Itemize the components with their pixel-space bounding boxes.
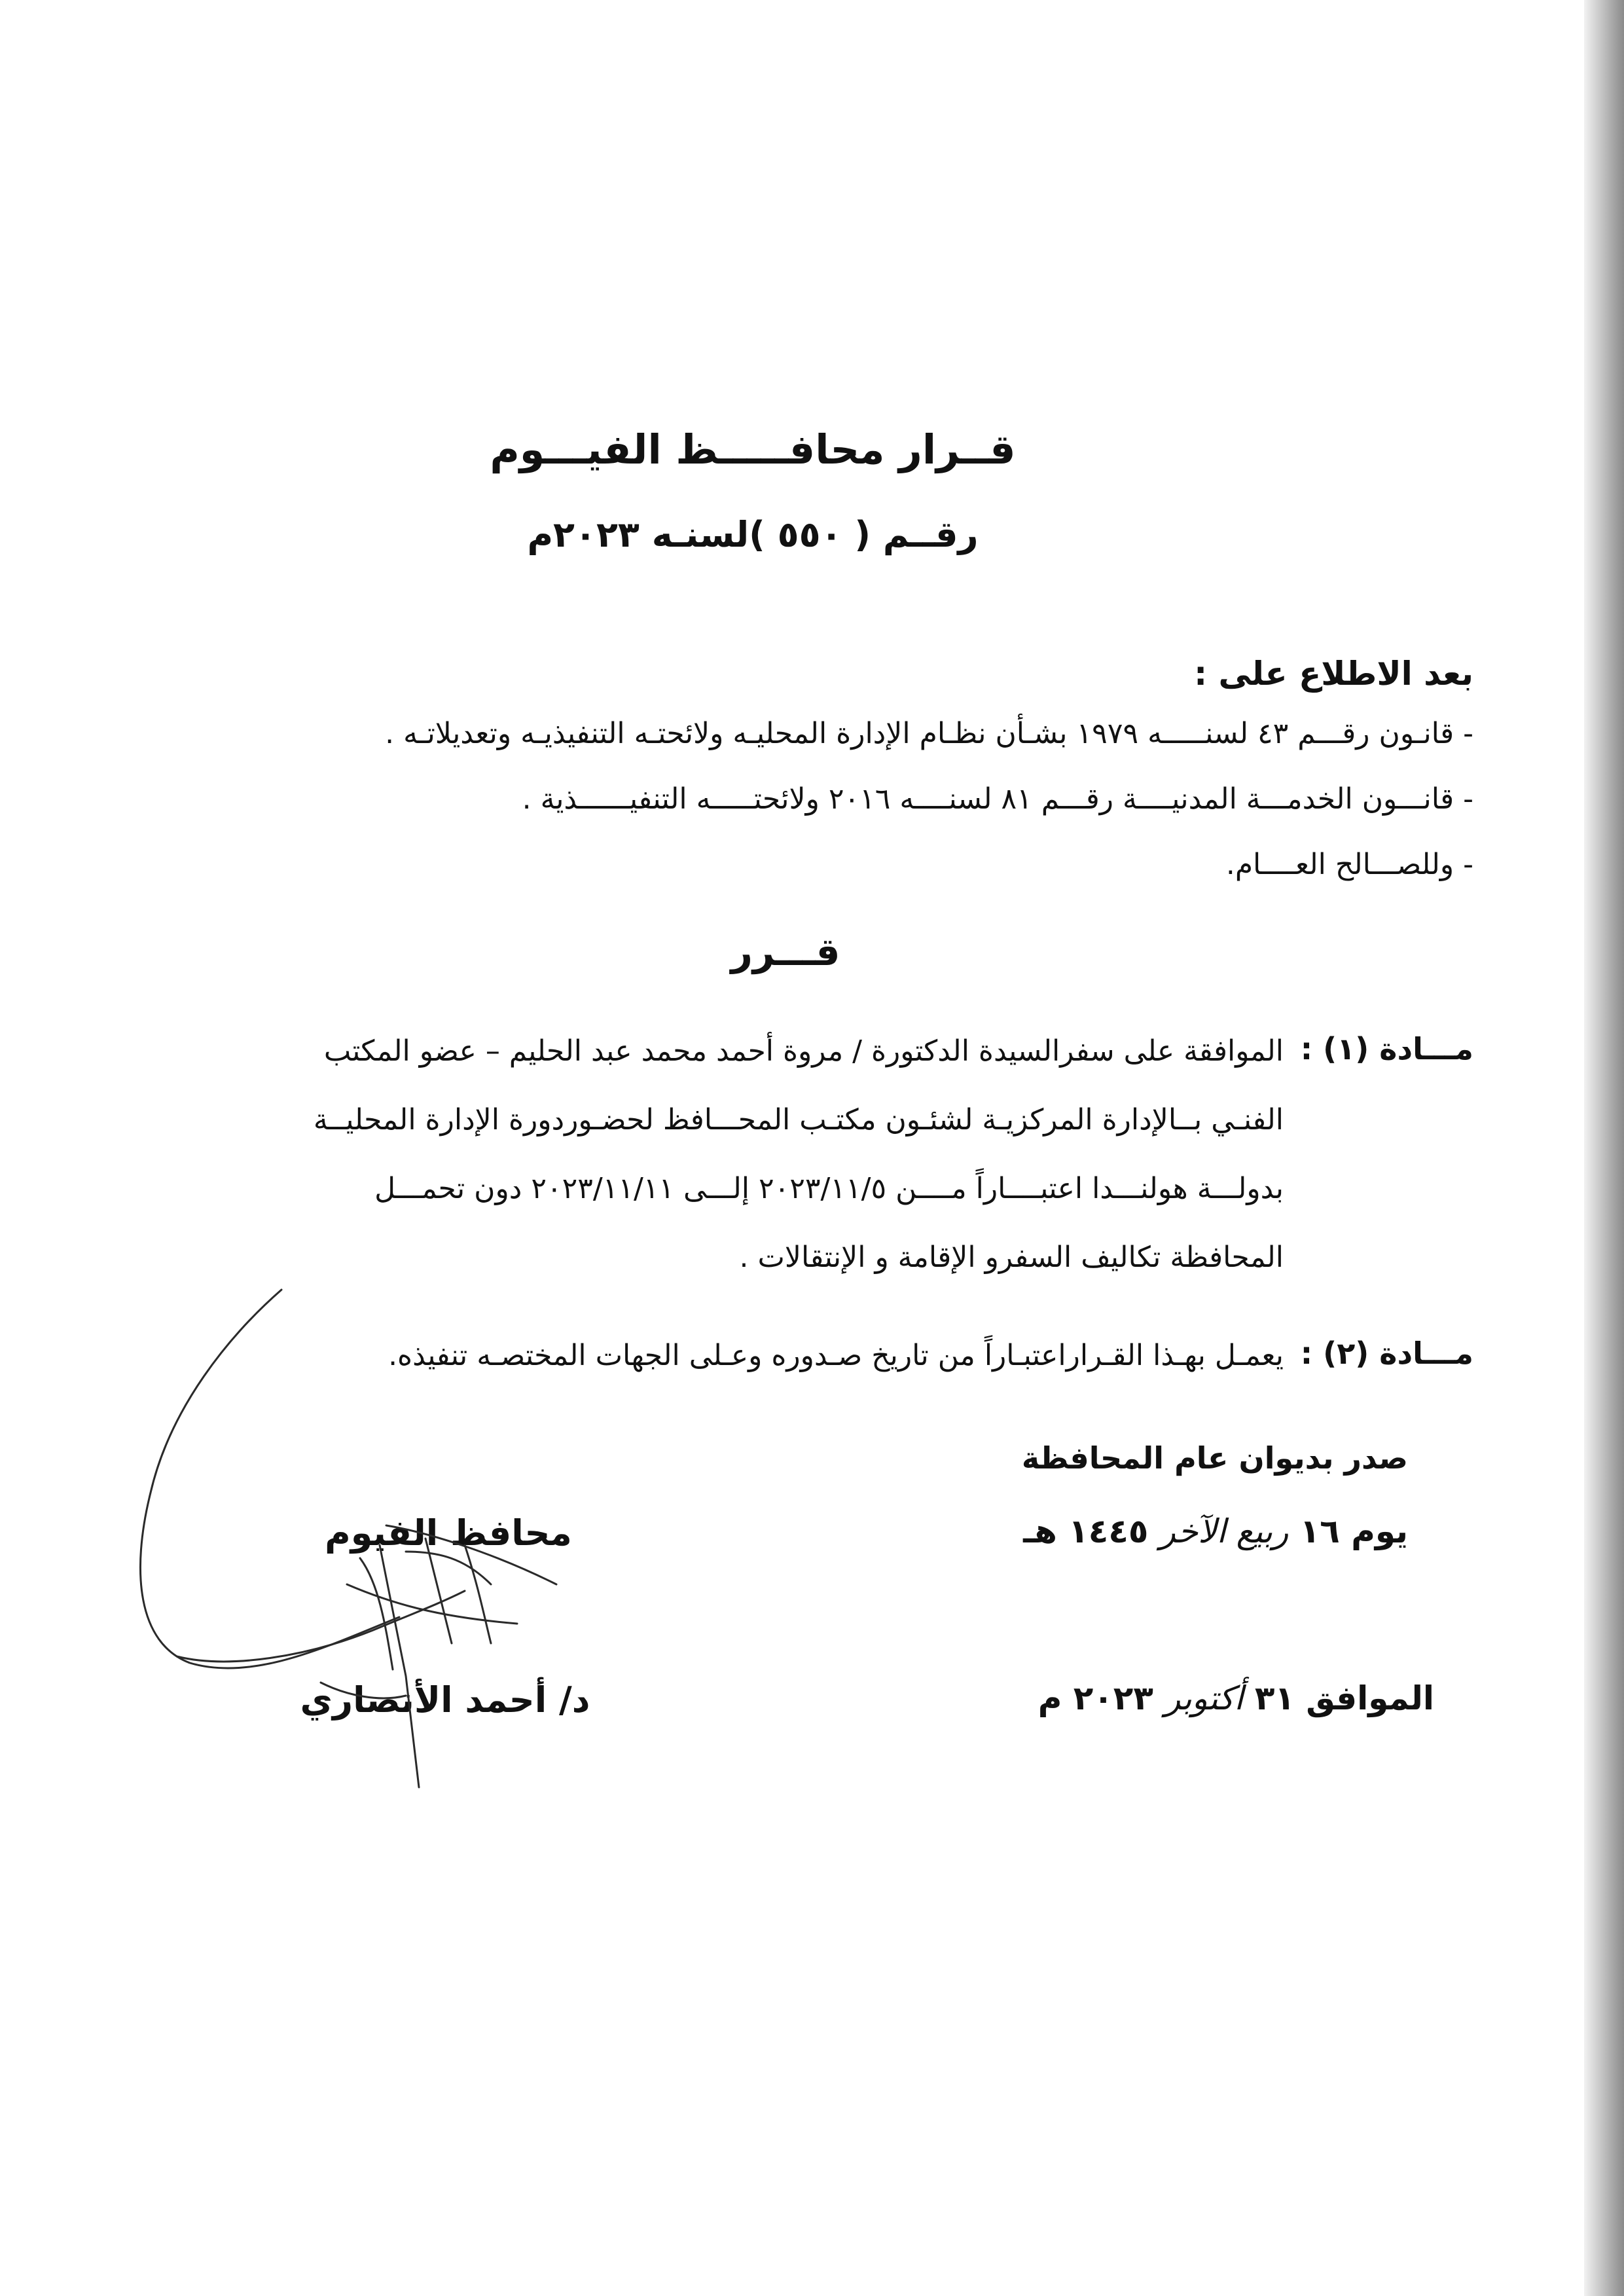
article-1-line: الفنـي بــالإدارة المركزيـة لشئـون مكتـب المحـــافظ لحضـوردورة الإدارة المحليــة xyxy=(313,1103,1284,1137)
decided-heading: قـــرر xyxy=(731,930,840,974)
article-1-line: بدولـــة هولنـــدا اعتبــــاراً مــــن ٢٠٢٣/١١/٥ إلـــى ٢٠٢٣/١١/١١ دون تحمـــل xyxy=(374,1172,1284,1205)
issued-at-heading: صدر بديوان عام المحافظة xyxy=(1021,1440,1408,1476)
hijri-year: ١٤٤٥ هـ xyxy=(1023,1512,1149,1550)
article-2-line: يعمـل بهـذا القـراراعتبـاراً من تاريخ صـدوره وعـلى الجهات المختصـه تنفيذه. xyxy=(388,1339,1284,1372)
preamble-item: - وللصـــالح العــــام. xyxy=(1225,848,1473,881)
hijri-month-handwritten: ربيع الآخر xyxy=(1159,1512,1289,1550)
article-2-label: مـــادة (٢) : xyxy=(1300,1336,1473,1371)
gregorian-date xyxy=(1038,1679,1434,1717)
signatory-title: محافظ الفيوم xyxy=(325,1512,572,1554)
scan-page-edge xyxy=(1584,0,1624,2296)
gregorian-month-handwritten: أكتوبر xyxy=(1164,1679,1244,1717)
signatory-name: د/ أحمد الأنصاري xyxy=(300,1679,590,1721)
decision-number: رقــم ( ٥٥٠ )لسنـه ٢٠٢٣م xyxy=(527,514,979,555)
hijri-date xyxy=(1023,1512,1408,1550)
decision-title: قــرار محافـــــظ الفيـــوم xyxy=(490,426,1016,473)
hijri-date-prefix: يوم ١٦ xyxy=(1299,1512,1408,1550)
preamble-heading: بعد الاطلاع على : xyxy=(1194,655,1473,693)
preamble-item: - قانـون رقـــم ٤٣ لسنـــــه ١٩٧٩ بشـأن نظـام الإدارة المحليـه ولائحتـه التنفيذيـه وتعديلاتـه . xyxy=(385,717,1473,750)
article-1-line: الموافقة على سفرالسيدة الدكتورة / مروة أحمد محمد عبد الحليم – عضو المكتب xyxy=(323,1034,1284,1068)
preamble-item: - قانـــون الخدمـــة المدنيــــة رقـــم ٨١ لسنــــه ٢٠١٦ ولائحتـــــه التنفيــــــذية . xyxy=(522,782,1473,816)
handwritten-signature xyxy=(98,1277,596,1800)
gregorian-year: ٢٠٢٣ م xyxy=(1038,1679,1153,1717)
article-1-label: مـــادة (١) : xyxy=(1300,1031,1473,1066)
gregorian-date-prefix: الموافق ٣١ xyxy=(1254,1679,1434,1717)
article-1-line: المحافظة تكاليف السفرو الإقامة و الإنتقالات . xyxy=(739,1241,1284,1274)
